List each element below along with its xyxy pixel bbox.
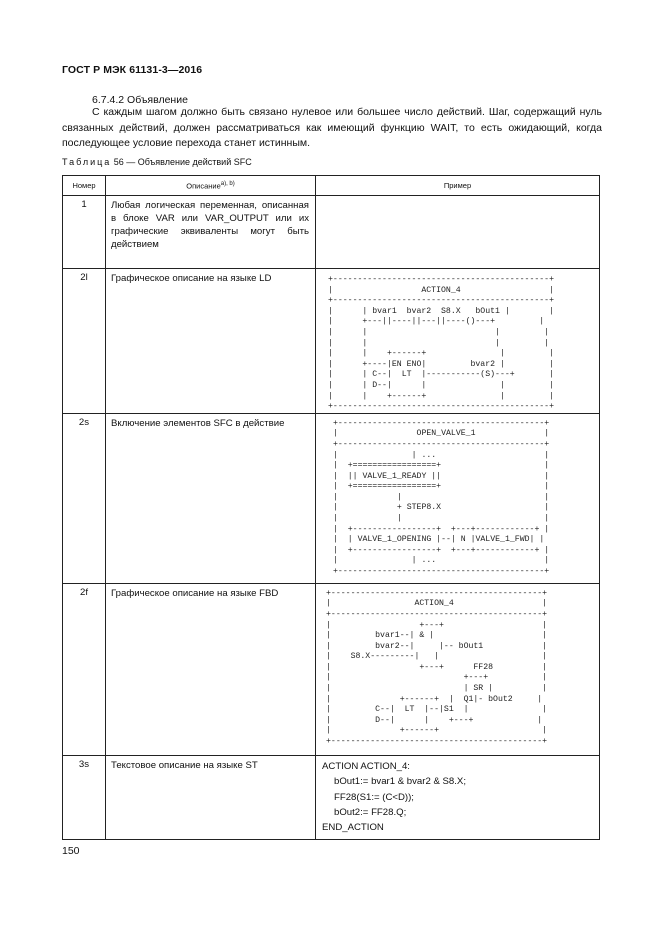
row-number: 2l bbox=[63, 269, 106, 414]
header-description-footnote: a), b) bbox=[220, 180, 235, 187]
row-number: 2f bbox=[63, 583, 106, 755]
row-example bbox=[316, 583, 600, 755]
ld-diagram: +--------------------------------------------+ | ACTION_4 | +--------------------------------------------+ | | bvar1 bvar2 S8.X bOut1 | | | +---||----||---||----()---+ | | | | | | | | | | | +------+ | | | +----|EN ENO| bvar2 | | | | C--| LT |-----------(S)---+ | | | D--| | | | | | +------+ | | +--------------------------------------------+ bbox=[328, 275, 555, 412]
st-line: END_ACTION bbox=[322, 822, 384, 834]
fbd-diagram: +-------------------------------------------+ | ACTION_4 | +-------------------------------------------+ | +---+ | | bvar1--| & | | | bvar2--| |-- bOut1 | | S8.X---------| | | | +---+ FF28 | | +---+ | | | SR | | | +------+ | Q1|- bOut2 | | C--| LT |--|S1 | | | D--| | +---+ | | +------+ | +-------------------------------------------+ bbox=[326, 588, 548, 747]
row-description: Включение элементов SFC в действие bbox=[106, 413, 316, 583]
table-row bbox=[63, 413, 600, 583]
table-row bbox=[63, 196, 600, 269]
row-description: Любая логическая переменная, описанная в блоке VAR или VAR_OUTPUT или их графические эквиваленты могут быть действием bbox=[106, 196, 316, 269]
table-header-row bbox=[63, 176, 600, 196]
header-number: Номер bbox=[63, 176, 106, 196]
sfc-diagram: +------------------------------------------+ | OPEN_VALVE_1 | +------------------------------------------+ | | ... | | +=================+ | | || VALVE_1_READY || | | +=================+ | | | | | + STEP8.X | | | | | +-----------------+ +---+------------+ | | | VALVE_1_OPENING |--| N |VALVE_1_FWD| | | +-----------------+ +---+------------+ | | | ... | +------------------------------------------+ bbox=[333, 418, 550, 577]
row-number: 3s bbox=[63, 755, 106, 839]
st-line: FF28(S1:= (C<D)); bbox=[334, 791, 414, 803]
table-row bbox=[63, 269, 600, 414]
paragraph-text: С каждым шагом должно быть связано нулевое или большее число действий. Шаг, содержащий нуль связанных действий, должен рассматриваться как имеющий функцию WAIT, то есть ожидающий, когда последующее условие перехода станет истинным. bbox=[62, 106, 602, 149]
sfc-actions-table bbox=[62, 175, 600, 840]
document-header: ГОСТ Р МЭК 61131-3—2016 bbox=[62, 64, 203, 76]
row-description: Графическое описание на языке LD bbox=[106, 269, 316, 414]
row-description: Текстовое описание на языке ST bbox=[106, 755, 316, 839]
header-description-label: Описание bbox=[186, 181, 221, 191]
caption-title: 56 — Объявление действий SFC bbox=[111, 157, 252, 167]
section-heading: 6.7.4.2 Объявление bbox=[92, 94, 188, 106]
header-description bbox=[106, 176, 316, 196]
table-caption bbox=[62, 157, 252, 167]
row-description: Графическое описание на языке FBD bbox=[106, 583, 316, 755]
st-line: bOut2:= FF28.Q; bbox=[334, 806, 407, 818]
st-code bbox=[316, 756, 599, 839]
header-example: Пример bbox=[316, 176, 600, 196]
row-number: 1 bbox=[63, 196, 106, 269]
body-paragraph bbox=[62, 105, 602, 152]
caption-prefix: Таблица bbox=[62, 157, 112, 167]
row-example bbox=[316, 269, 600, 414]
table-row bbox=[63, 583, 600, 755]
row-example bbox=[316, 196, 600, 269]
row-example bbox=[316, 755, 600, 839]
st-line: bOut1:= bvar1 & bvar2 & S8.X; bbox=[334, 776, 466, 788]
page-number: 150 bbox=[62, 845, 80, 857]
row-number: 2s bbox=[63, 413, 106, 583]
st-line: ACTION ACTION_4: bbox=[322, 760, 410, 772]
table-row bbox=[63, 755, 600, 839]
row-example bbox=[316, 413, 600, 583]
